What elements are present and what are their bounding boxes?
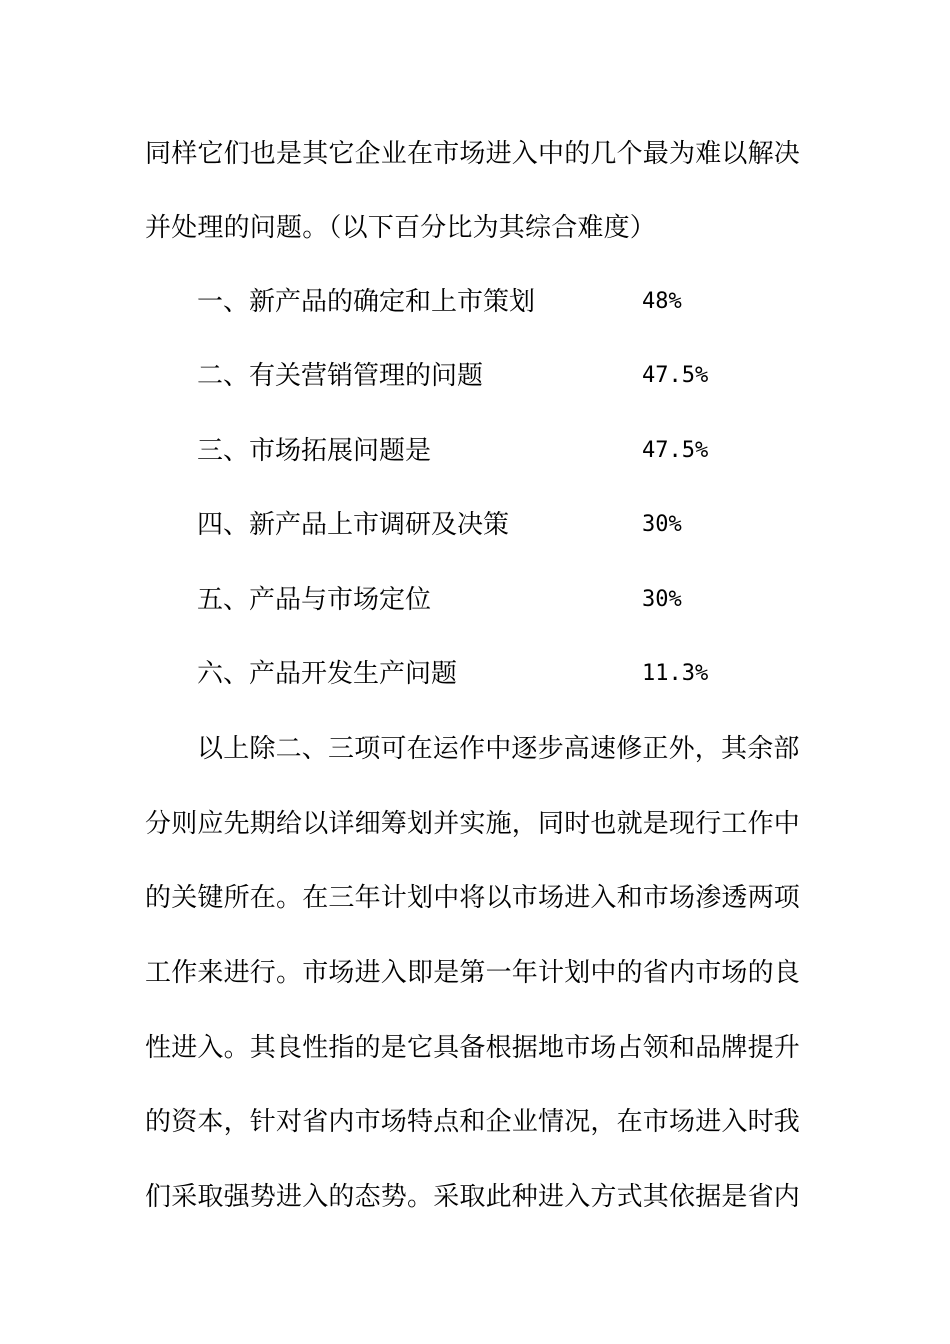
difficulty-item-label: 六、产品开发生产问题	[197, 659, 458, 689]
difficulty-item-label: 三、市场拓展问题是	[197, 436, 432, 466]
difficulty-item	[197, 658, 757, 690]
body-line-4: 工作来进行。市场进入即是第一年计划中的省内市场的良	[145, 958, 801, 988]
body-line-6: 的资本，针对省内市场特点和企业情况，在市场进入时我	[145, 1107, 801, 1137]
body-line-7: 们采取强势进入的态势。采取此种进入方式其依据是省内	[145, 1182, 801, 1212]
difficulty-item-percent: 11.3%	[642, 661, 709, 686]
difficulty-item	[197, 435, 757, 467]
difficulty-item-percent: 30%	[642, 587, 682, 612]
difficulty-item-label: 四、新产品上市调研及决策	[197, 510, 510, 540]
intro-line-2: 并处理的问题。（以下百分比为其综合难度）	[145, 213, 657, 243]
body-line-2: 分则应先期给以详细筹划并实施，同时也就是现行工作中	[145, 809, 801, 839]
difficulty-item	[197, 584, 757, 616]
difficulty-item-percent: 47.5%	[642, 438, 709, 463]
difficulty-item	[197, 509, 757, 541]
difficulty-item-percent: 48%	[642, 289, 682, 314]
difficulty-item-label: 二、有关营销管理的问题	[197, 361, 484, 391]
body-line-3: 的关键所在。在三年计划中将以市场进入和市场渗透两项	[145, 883, 801, 913]
body-line-5: 性进入。其良性指的是它具备根据地市场占领和品牌提升	[145, 1033, 801, 1063]
difficulty-item	[197, 360, 757, 392]
difficulty-item	[197, 286, 757, 318]
intro-line-1: 同样它们也是其它企业在市场进入中的几个最为难以解决	[145, 139, 801, 169]
difficulty-item-percent: 47.5%	[642, 363, 709, 388]
difficulty-item-percent: 30%	[642, 512, 682, 537]
difficulty-item-label: 五、产品与市场定位	[197, 585, 432, 615]
body-line-1: 以上除二、三项可在运作中逐步高速修正外，其余部	[197, 734, 800, 764]
difficulty-item-label: 一、新产品的确定和上市策划	[197, 287, 536, 317]
